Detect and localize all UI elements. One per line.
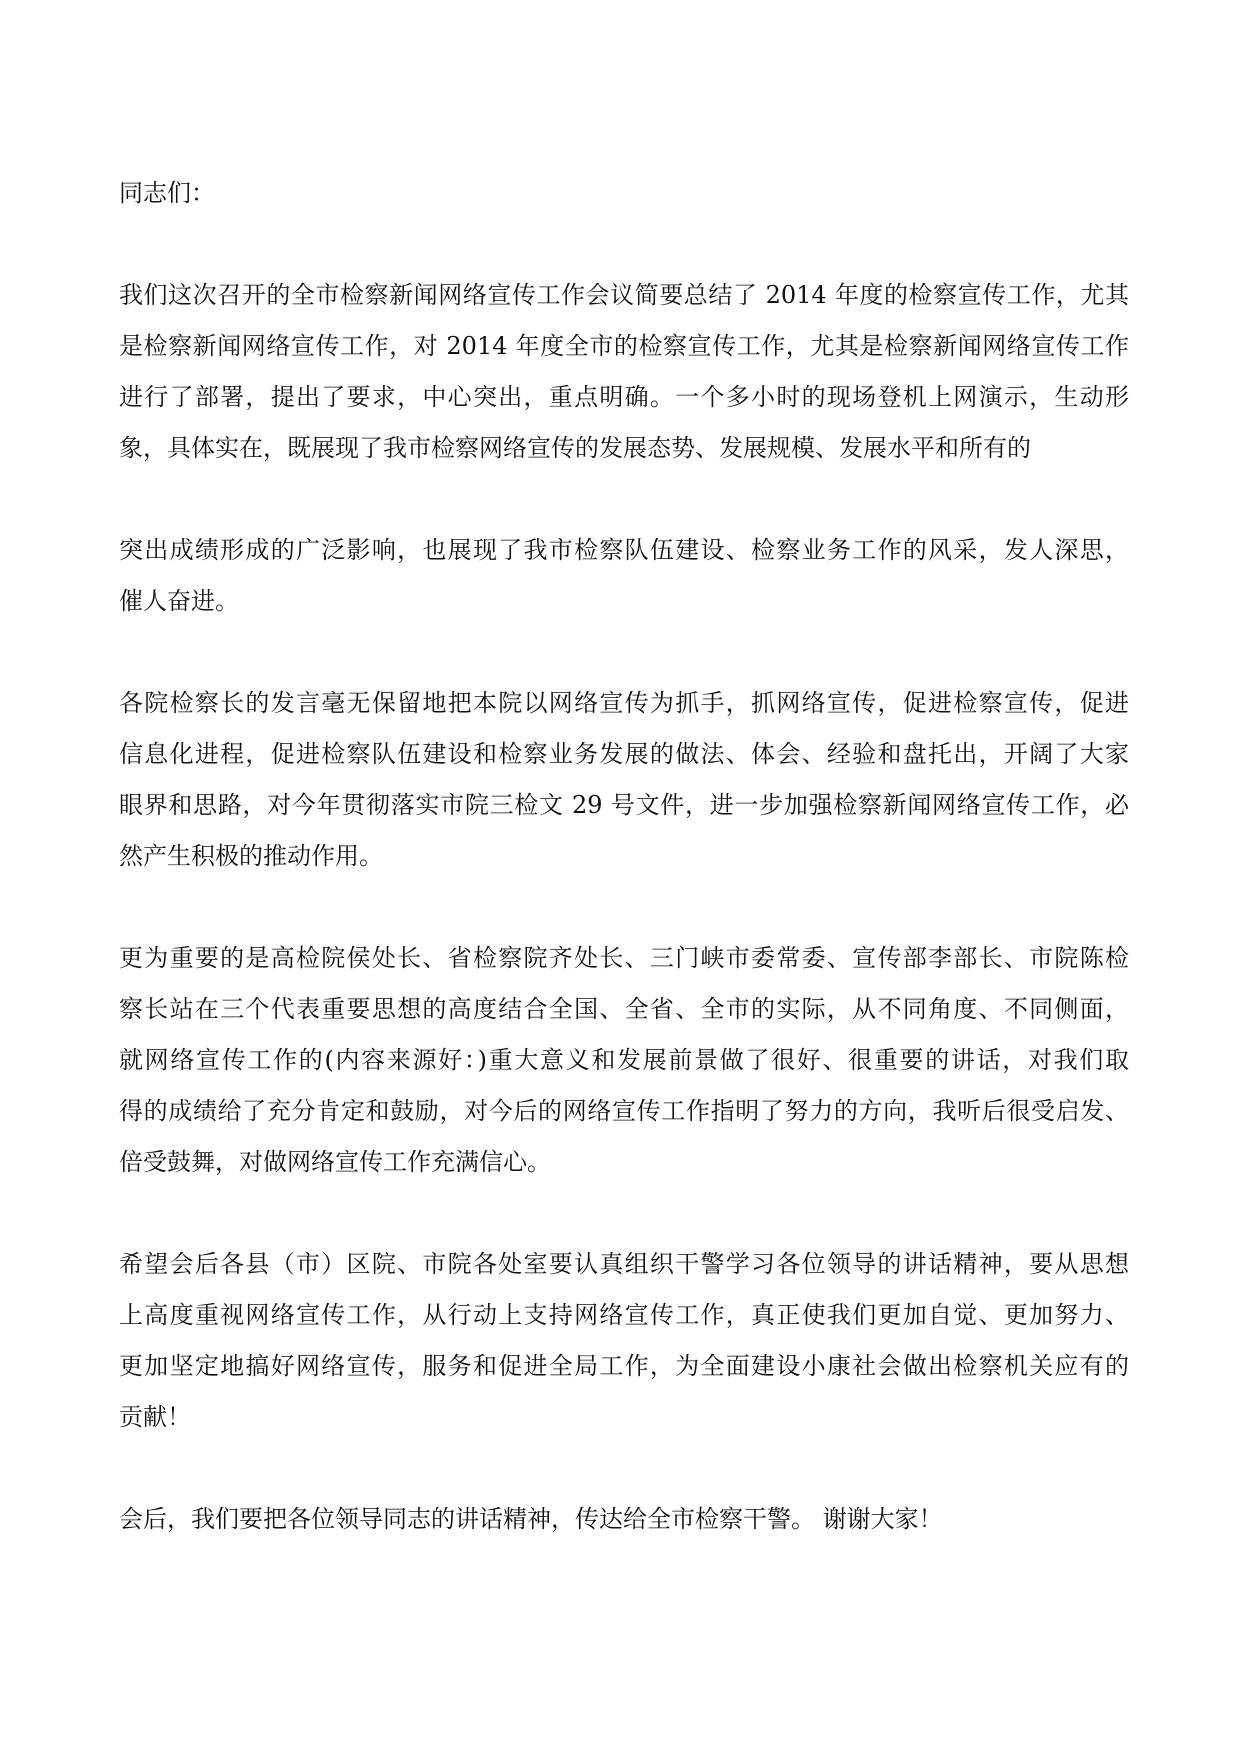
paragraph-line: 贡献！ — [119, 1403, 191, 1431]
paragraph-line: 得的成绩给了充分肯定和鼓励，对今后的网络宣传工作指明了努力的方向，我听后很受启发、 — [119, 1097, 1129, 1125]
paragraph-line: 催人奋进。 — [119, 587, 239, 615]
paragraph-line: 我们这次召开的全市检察新闻网络宣传工作会议简要总结了 2014 年度的检察宣传工作，尤其 — [119, 281, 1129, 309]
paragraph-line: 是检察新闻网络宣传工作，对 2014 年度全市的检察宣传工作，尤其是检察新闻网络宣传工作 — [119, 332, 1129, 360]
paragraph — [119, 1494, 1129, 1545]
paragraph — [119, 1239, 1129, 1443]
paragraph-line: 更为重要的是高检院侯处长、省检察院齐处长、三门峡市委常委、宣传部李部长、市院陈检 — [119, 944, 1129, 972]
paragraph-line: 希望会后各县（市）区院、市院各处室要认真组织干警学习各位领导的讲话精神，要从思想 — [119, 1250, 1129, 1278]
paragraph-line: 倍受鼓舞，对做网络宣传工作充满信心。 — [119, 1148, 551, 1176]
paragraph-line: 各院检察长的发言毫无保留地把本院以网络宣传为抓手，抓网络宣传，促进检察宣传，促进 — [119, 689, 1129, 717]
paragraph-line: 进行了部署，提出了要求，中心突出，重点明确。一个多小时的现场登机上网演示，生动形 — [119, 383, 1129, 411]
paragraph-gap — [119, 627, 1129, 678]
paragraph — [119, 525, 1129, 627]
paragraph-line: 就网络宣传工作的(内容来源好：)重大意义和发展前景做了很好、很重要的讲话，对我们取 — [119, 1046, 1129, 1074]
salutation: 同志们： — [119, 179, 215, 207]
paragraph — [119, 678, 1129, 882]
paragraph-gap — [119, 474, 1129, 525]
paragraph-line: 察长站在三个代表重要思想的高度结合全国、全省、全市的实际，从不同角度、不同侧面， — [119, 995, 1129, 1023]
paragraph-line: 然产生积极的推动作用。 — [119, 842, 383, 870]
paragraph-gap — [119, 1188, 1129, 1239]
paragraph-gap — [119, 1443, 1129, 1494]
paragraph-line: 会后，我们要把各位领导同志的讲话精神，传达给全市检察干警。 谢谢大家！ — [119, 1505, 943, 1533]
paragraph-line: 象，具体实在，既展现了我市检察网络宣传的发展态势、发展规模、发展水平和所有的 — [119, 434, 1031, 462]
paragraph-gap — [119, 219, 1129, 270]
paragraph-line: 上高度重视网络宣传工作，从行动上支持网络宣传工作，真正使我们更加自觉、更加努力、 — [119, 1301, 1129, 1329]
paragraph-line: 更加坚定地搞好网络宣传，服务和促进全局工作，为全面建设小康社会做出检察机关应有的 — [119, 1352, 1129, 1380]
paragraph-gap — [119, 882, 1129, 933]
paragraph — [119, 270, 1129, 474]
paragraph-line: 突出成绩形成的广泛影响，也展现了我市检察队伍建设、检察业务工作的风采，发人深思， — [119, 536, 1129, 564]
paragraph-line: 信息化进程，促进检察队伍建设和检察业务发展的做法、体会、经验和盘托出，开阔了大家 — [119, 740, 1129, 768]
document-body — [119, 168, 1129, 1545]
paragraph-line: 眼界和思路，对今年贯彻落实市院三检文 29 号文件，进一步加强检察新闻网络宣传工作，必 — [119, 791, 1129, 819]
paragraph — [119, 933, 1129, 1188]
paragraphs — [119, 270, 1129, 1545]
